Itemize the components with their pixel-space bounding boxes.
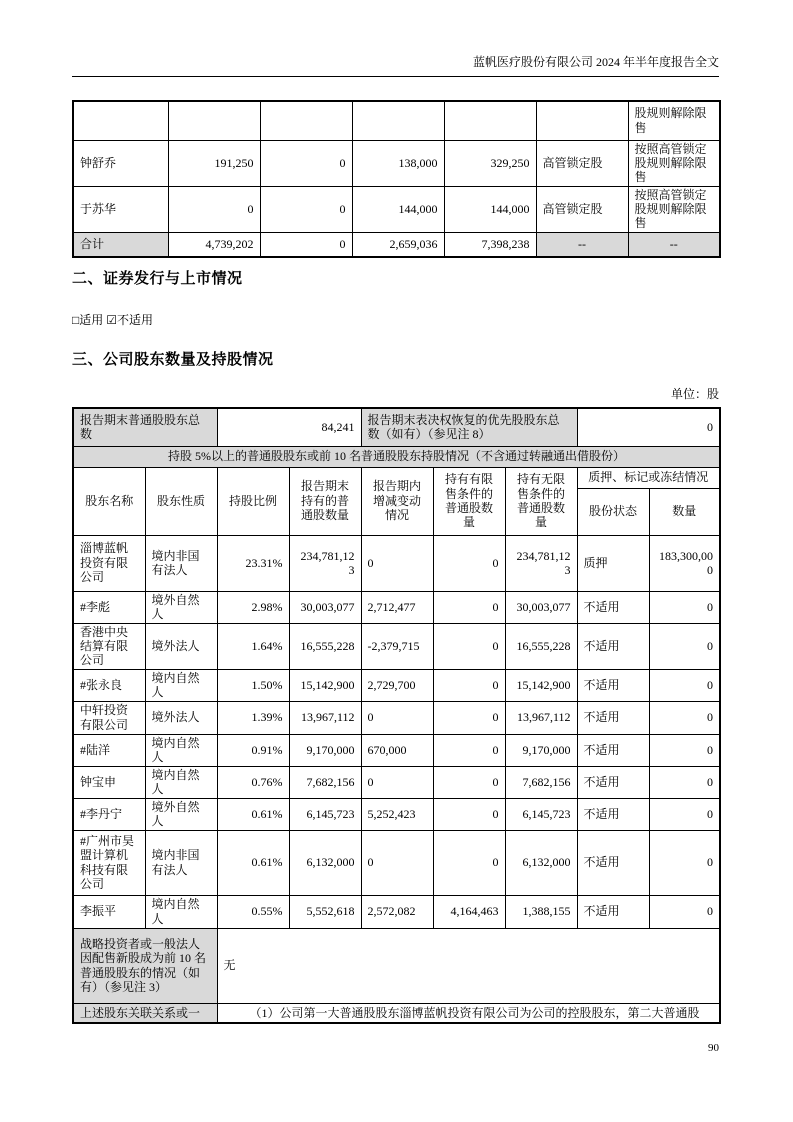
shareholders-table	[72, 407, 721, 1024]
table-cell: 0	[433, 734, 505, 766]
table-cell: 183,300,000	[649, 535, 720, 591]
table-cell: 0	[649, 895, 720, 928]
unit-label: 单位：股	[670, 387, 719, 401]
table-cell: 0	[433, 701, 505, 734]
table-cell: 0	[649, 830, 720, 895]
table-cell: 2,729,700	[361, 669, 433, 701]
relation-row	[73, 1003, 720, 1023]
table-cell	[260, 101, 352, 140]
shareholder-row	[73, 669, 720, 701]
table-cell: 0	[433, 830, 505, 895]
shareholder-row	[73, 734, 720, 766]
carryover-cell: 股规则解除限售	[628, 101, 720, 140]
table-cell: 0	[433, 669, 505, 701]
table-cell: 9,170,000	[505, 734, 577, 766]
table-cell: 329,250	[444, 140, 536, 186]
col-header-name: 股东名称	[73, 467, 145, 535]
table-cell: 境外法人	[145, 623, 217, 669]
table-row	[73, 186, 720, 232]
table-cell: 144,000	[352, 186, 444, 232]
table-cell: 16,555,228	[289, 623, 361, 669]
table-cell: 0	[649, 701, 720, 734]
table-cell: 6,145,723	[289, 798, 361, 830]
table-cell: 1.64%	[217, 623, 289, 669]
col-header-ratio: 持股比例	[217, 467, 289, 535]
table-cell: 质押	[577, 535, 649, 591]
shareholder-name: 钟舒乔	[73, 140, 168, 186]
table-cell: 不适用	[577, 830, 649, 895]
table-cell: 0	[433, 535, 505, 591]
shareholder-name: #广州市昊盟计算机科技有限公司	[73, 830, 145, 895]
table-cell: 4,739,202	[168, 232, 260, 257]
table-cell: 0.61%	[217, 830, 289, 895]
table-cell: 1.50%	[217, 669, 289, 701]
table-cell: 0	[649, 623, 720, 669]
table-cell: 234,781,123	[289, 535, 361, 591]
table-cell: 0	[361, 830, 433, 895]
table-cell: 境内自然人	[145, 669, 217, 701]
table-cell: 不适用	[577, 701, 649, 734]
table-cell: 0	[260, 232, 352, 257]
shareholder-row	[73, 895, 720, 928]
header-row	[73, 467, 720, 488]
table-cell	[536, 101, 628, 140]
table-cell: 0	[361, 701, 433, 734]
table-cell: 0	[649, 798, 720, 830]
table-cell	[352, 101, 444, 140]
table-cell: 0	[433, 766, 505, 798]
table-cell: 境内自然人	[145, 895, 217, 928]
doc-header-title: 蓝帆医疗股份有限公司 2024 年半年度报告全文	[72, 54, 719, 77]
table-cell: 不适用	[577, 669, 649, 701]
table-cell: 按照高管锁定股规则解除限售	[628, 186, 720, 232]
table-cell: 0	[168, 186, 260, 232]
table-cell: 0	[433, 798, 505, 830]
table-cell: 境外自然人	[145, 591, 217, 623]
relation-value: （1）公司第一大普通股股东淄博蓝帆投资有限公司为公司的控股股东，第二大普通股	[217, 1003, 720, 1023]
table-cell: 0.55%	[217, 895, 289, 928]
table-cell: 670,000	[361, 734, 433, 766]
table-cell: 7,682,156	[289, 766, 361, 798]
table-cell: -2,379,715	[361, 623, 433, 669]
table-cell: 0	[649, 766, 720, 798]
shareholder-name: #张永良	[73, 669, 145, 701]
common-shareholders-value: 84,241	[217, 408, 361, 446]
table-cell: 23.31%	[217, 535, 289, 591]
table-cell: 境外自然人	[145, 798, 217, 830]
shareholder-name: 于苏华	[73, 186, 168, 232]
applicability-line: □适用 ☑不适用	[72, 313, 154, 327]
page-number: 90	[708, 1042, 719, 1054]
table-cell: 4,164,463	[433, 895, 505, 928]
table-cell: 高管锁定股	[536, 186, 628, 232]
table-cell: 234,781,123	[505, 535, 577, 591]
shareholder-row	[73, 701, 720, 734]
table-cell: 13,967,112	[505, 701, 577, 734]
table-cell: 6,132,000	[505, 830, 577, 895]
total-label: 合计	[73, 232, 168, 257]
table-cell: 13,967,112	[289, 701, 361, 734]
table-cell: 9,170,000	[289, 734, 361, 766]
shareholder-row	[73, 830, 720, 895]
strategic-investor-row	[73, 928, 720, 1003]
shareholder-name: 香港中央结算有限公司	[73, 623, 145, 669]
section-2-title: 二、证券发行与上市情况	[72, 270, 243, 287]
table-cell: --	[536, 232, 628, 257]
shareholder-name: #陆洋	[73, 734, 145, 766]
col-header-pledge: 质押、标记或冻结情况	[577, 467, 720, 488]
col-header-quantity: 数量	[649, 488, 720, 535]
table-cell: 2,572,082	[361, 895, 433, 928]
shareholder-row	[73, 798, 720, 830]
table-cell: 7,682,156	[505, 766, 577, 798]
table-cell: 0	[649, 734, 720, 766]
table-cell: 1,388,155	[505, 895, 577, 928]
col-header-unrestricted: 持有无限售条件的普通股数量	[505, 467, 577, 535]
table-cell: 按照高管锁定股规则解除限售	[628, 140, 720, 186]
strategic-investor-value: 无	[217, 928, 720, 1003]
preferred-shareholders-value: 0	[577, 408, 720, 446]
table-cell: 0	[260, 186, 352, 232]
table-cell: 0	[361, 535, 433, 591]
table-cell: 15,142,900	[505, 669, 577, 701]
common-shareholders-label: 报告期末普通股股东总数	[73, 408, 217, 446]
table-cell	[168, 101, 260, 140]
table-cell: 2,712,477	[361, 591, 433, 623]
banner-cell: 持股 5%以上的普通股股东或前 10 名普通股股东持股情况（不含通过转融通出借股份）	[73, 446, 720, 467]
banner-row	[73, 446, 720, 467]
table-cell: 高管锁定股	[536, 140, 628, 186]
table-cell: 不适用	[577, 734, 649, 766]
total-row	[73, 232, 720, 257]
table-cell	[73, 101, 168, 140]
table-cell	[444, 101, 536, 140]
table-cell: 15,142,900	[289, 669, 361, 701]
table-cell: --	[628, 232, 720, 257]
table-cell: 1.39%	[217, 701, 289, 734]
shareholder-name: 李振平	[73, 895, 145, 928]
table-row	[73, 140, 720, 186]
shareholder-name: #李彪	[73, 591, 145, 623]
section-3-title: 三、公司股东数量及持股情况	[72, 351, 274, 368]
table-cell: 0	[433, 591, 505, 623]
shareholder-row	[73, 591, 720, 623]
table-cell: 2,659,036	[352, 232, 444, 257]
summary-row	[73, 408, 720, 446]
table-cell: 不适用	[577, 623, 649, 669]
table-cell: 不适用	[577, 895, 649, 928]
table-cell: 7,398,238	[444, 232, 536, 257]
relation-label: 上述股东关联关系或一	[73, 1003, 217, 1023]
shareholder-row	[73, 623, 720, 669]
table-cell: 不适用	[577, 766, 649, 798]
table-cell: 0.61%	[217, 798, 289, 830]
table-cell: 144,000	[444, 186, 536, 232]
shareholder-name: 中轩投资有限公司	[73, 701, 145, 734]
shareholder-name: 钟宝申	[73, 766, 145, 798]
table-row	[73, 101, 720, 140]
table-cell: 6,132,000	[289, 830, 361, 895]
table-cell: 138,000	[352, 140, 444, 186]
table-cell: 境内非国有法人	[145, 830, 217, 895]
table-cell: 0	[433, 623, 505, 669]
preferred-shareholders-label: 报告期末表决权恢复的优先股股东总数（如有）（参见注 8）	[361, 408, 577, 446]
strategic-investor-label: 战略投资者或一般法人因配售新股成为前 10 名普通股股东的情况（如有）（参见注 3）	[73, 928, 217, 1003]
col-header-change: 报告期内增减变动情况	[361, 467, 433, 535]
table-cell: 30,003,077	[505, 591, 577, 623]
table-cell: 境内自然人	[145, 734, 217, 766]
col-header-restricted: 持有有限售条件的普通股数量	[433, 467, 505, 535]
table-cell: 0	[361, 766, 433, 798]
table-cell: 0	[649, 669, 720, 701]
col-header-shares-end: 报告期末持有的普通股数量	[289, 467, 361, 535]
table-cell: 191,250	[168, 140, 260, 186]
restricted-shares-table	[72, 100, 721, 258]
table-cell: 0	[260, 140, 352, 186]
table-cell: 不适用	[577, 591, 649, 623]
table-cell: 6,145,723	[505, 798, 577, 830]
shareholder-name: 淄博蓝帆投资有限公司	[73, 535, 145, 591]
table-cell: 不适用	[577, 798, 649, 830]
table-cell: 5,552,618	[289, 895, 361, 928]
table-cell: 境外法人	[145, 701, 217, 734]
table-cell: 2.98%	[217, 591, 289, 623]
table-cell: 0.76%	[217, 766, 289, 798]
table-cell: 境内非国有法人	[145, 535, 217, 591]
table-cell: 境内自然人	[145, 766, 217, 798]
col-header-nature: 股东性质	[145, 467, 217, 535]
table-cell: 5,252,423	[361, 798, 433, 830]
table-cell: 0	[649, 591, 720, 623]
table-cell: 30,003,077	[289, 591, 361, 623]
shareholder-row	[73, 766, 720, 798]
shareholder-row	[73, 535, 720, 591]
shareholder-name: #李丹宁	[73, 798, 145, 830]
table-cell: 0.91%	[217, 734, 289, 766]
col-header-share-status: 股份状态	[577, 488, 649, 535]
table-cell: 16,555,228	[505, 623, 577, 669]
